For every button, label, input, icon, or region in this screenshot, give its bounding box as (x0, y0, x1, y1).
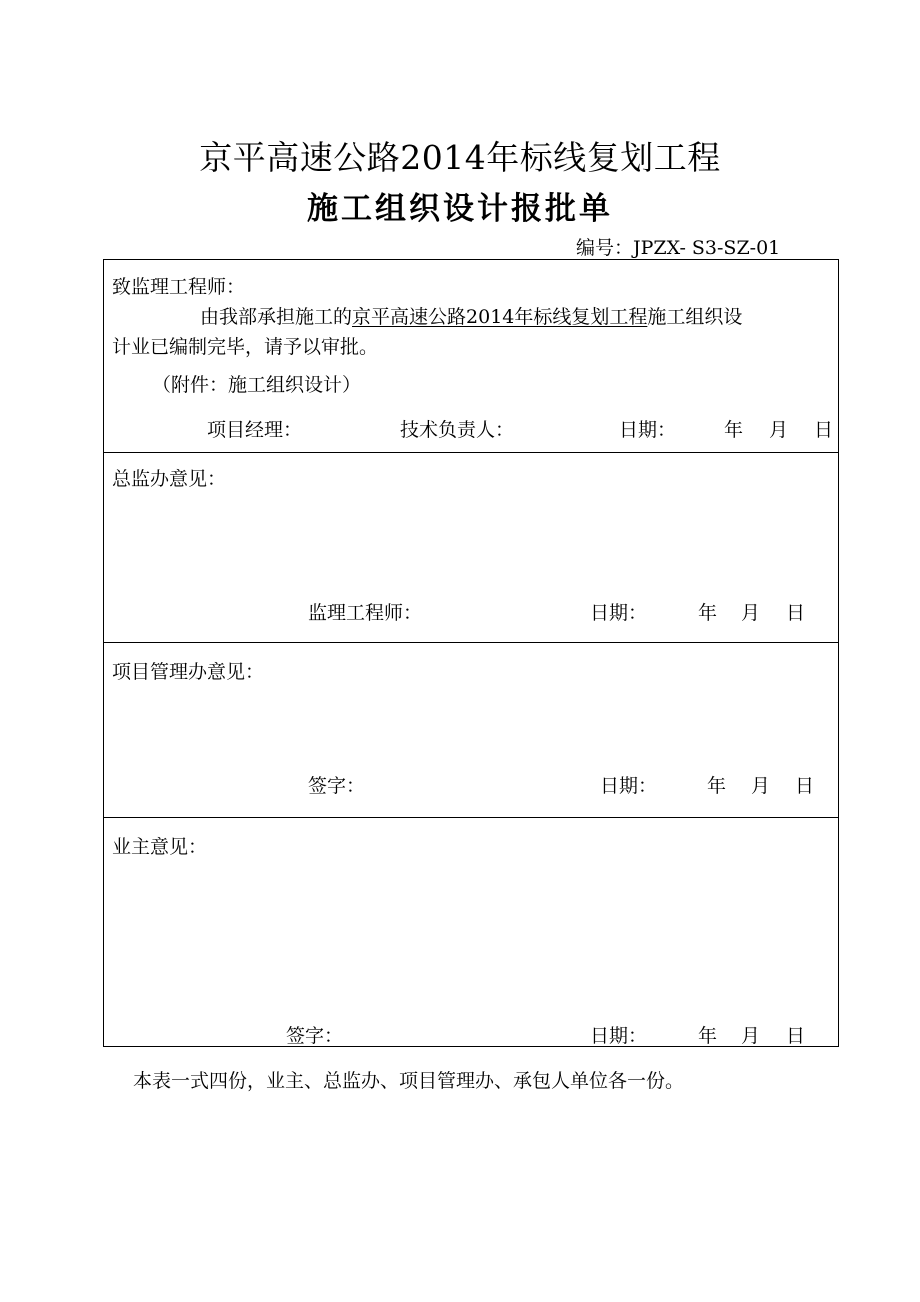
signer-label: 监理工程师： (308, 602, 423, 624)
signature-label: 签字： (286, 1025, 344, 1047)
chief-supervisor-section (104, 453, 838, 643)
date-day: 日 (814, 419, 834, 441)
date-day: 日 (786, 1025, 806, 1047)
date-year: 年 (707, 775, 727, 797)
date-year: 年 (698, 1025, 718, 1047)
document-title: 京平高速公路2014年标线复划工程 (199, 138, 721, 177)
date-day: 日 (786, 602, 806, 624)
project-management-section (104, 643, 838, 818)
date-month: 月 (769, 419, 789, 441)
section-heading: 业主意见： (112, 836, 208, 858)
form-code: 编号：JPZX- S3-SZ-01 (576, 237, 781, 259)
approval-form (103, 259, 839, 1047)
submission-body-line2: 计业已编制完毕，请予以审批。 (112, 336, 379, 358)
section-heading: 总监办意见： (112, 468, 227, 490)
date-label: 日期： (619, 419, 677, 441)
salutation: 致监理工程师： (112, 276, 246, 298)
distribution-note: 本表一式四份，业主、总监办、项目管理办、承包人单位各一份。 (133, 1070, 685, 1092)
date-label: 日期： (590, 1025, 648, 1047)
project-name: 京平高速公路2014年标线复划工程 (352, 306, 648, 328)
submission-section (104, 260, 838, 453)
date-year: 年 (724, 419, 744, 441)
signature-label: 签字： (308, 775, 366, 797)
section-heading: 项目管理办意见： (112, 661, 265, 683)
date-label: 日期： (590, 602, 648, 624)
date-day: 日 (795, 775, 815, 797)
date-month: 月 (741, 602, 761, 624)
date-label: 日期： (600, 775, 658, 797)
owner-section (104, 818, 838, 1046)
form-title: 施工组织设计报批单 (307, 191, 613, 227)
date-year: 年 (698, 602, 718, 624)
technical-lead-label: 技术负责人： (400, 419, 515, 441)
submission-body-line1: 由我部承担施工的京平高速公路2014年标线复划工程施工组织设 (200, 306, 743, 328)
date-month: 月 (741, 1025, 761, 1047)
attachment-note: （附件：施工组织设计） (152, 374, 362, 396)
date-month: 月 (751, 775, 771, 797)
project-manager-label: 项目经理： (207, 419, 303, 441)
